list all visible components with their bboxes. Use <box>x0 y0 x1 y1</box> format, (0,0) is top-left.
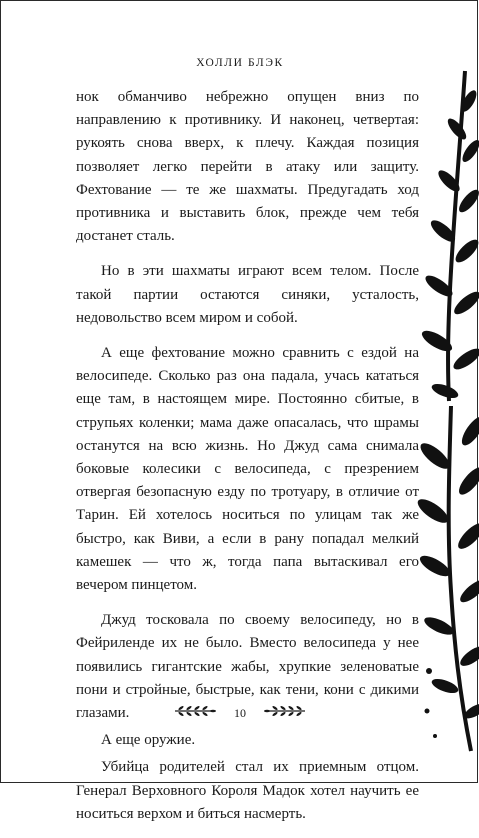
running-header-author: ХОЛЛИ БЛЭК <box>196 57 284 69</box>
paragraph: Джуд тосковала по своему велосипеду, но в Фейриленде их не было. Вместо велосипеда у нее появились гигантские жабы, хрупкие зеленоватые пони и стройные, быстрые, как тени, кони с дикими глазами. <box>76 612 419 722</box>
paragraph: Убийца родителей стал их приемным отцом. Генерал Верховного Короля Мадок хотел научить ее носиться верхом и биться насмерть. <box>76 759 419 822</box>
body-text <box>76 86 419 838</box>
paragraph-continuation: нок обманчиво небрежно опущен вниз по направлению к противнику. И наконец, четвертая: рукоять снова вверх, к плечу. Каждая позиция позволяет легко перейти в атаку или защиту. Фехтование — те же шахматы. Предугадать ход противника и выставить блок, прежде чем тебя достанет сталь. <box>76 89 419 245</box>
paragraph: А еще фехтование можно сравнить с ездой на велосипеде. Сколько раз она падала, учась кататься еще там, в настоящем мире. Постоянно сбитые, в струпьях коленки; мама даже опасалась, что шрамы останутся на всю жизнь. Но Джуд сама снимала боковые колесики с велосипеда, с презрением отвергая безопасную езду по тротуару, в отличие от Тарин. Ей хотелось носиться по улицам так же быстро, как Виви, а если в рану попадал мелкий камешек — что ж, тогда папа вытаскивал его вечером пинцетом. <box>76 345 419 594</box>
page-footer <box>1 705 479 721</box>
page-number: 10 <box>234 705 246 720</box>
leaf-ornament-right-icon <box>263 705 307 721</box>
paragraph: Но в эти шахматы играют всем телом. После такой партии остаются синяки, усталость, недовольство всем миром и собой. <box>76 263 419 326</box>
paragraph: А еще оружие. <box>101 732 196 749</box>
leaf-ornament-left-icon <box>173 705 217 721</box>
decorative-vine-icon <box>421 71 479 751</box>
